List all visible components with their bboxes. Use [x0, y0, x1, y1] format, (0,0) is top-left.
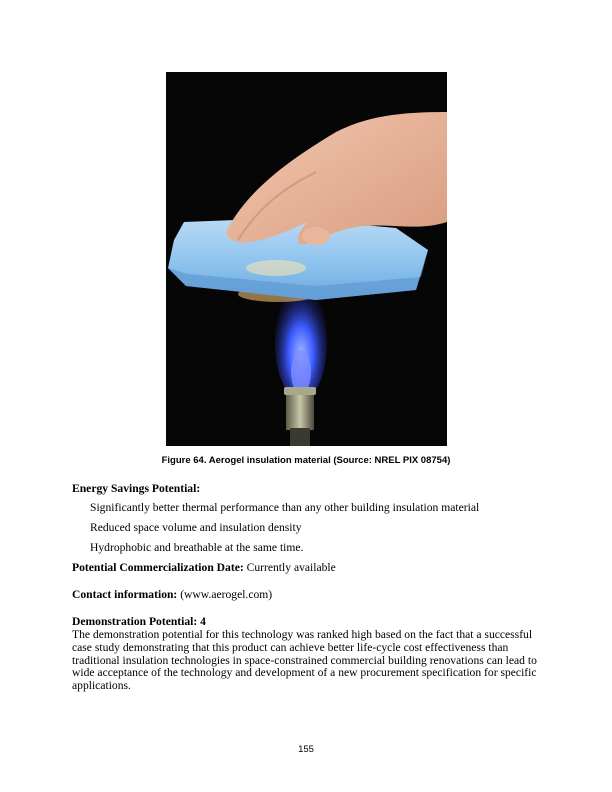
burner — [286, 390, 314, 430]
commercialization-line — [72, 561, 336, 574]
energy-savings-item: Hydrophobic and breathable at the same time. — [90, 541, 304, 554]
contact-line — [72, 588, 272, 601]
commercialization-value: Currently available — [243, 561, 336, 574]
commercialization-label: Potential Commercialization Date: — [72, 561, 244, 574]
aerogel-photo — [166, 72, 447, 446]
energy-savings-item: Significantly better thermal performance than any other building insulation material — [90, 501, 480, 514]
figure-caption: Figure 64. Aerogel insulation material (Source: NREL PIX 08754) — [161, 455, 451, 466]
energy-savings-item: Reduced space volume and insulation density — [90, 521, 302, 534]
demonstration-heading: Demonstration Potential: 4 — [72, 615, 206, 628]
demonstration-paragraph: The demonstration potential for this technology was ranked high based on the fact that a successful case study demonstrating that this product can achieve better life-cycle cost effectiveness than traditional insulation technologies in space-constrained commercial building renovations can lead to wide acceptance of the technology and development of a new procurement specification for specific applications. — [72, 628, 537, 693]
contact-label: Contact information: — [72, 588, 178, 601]
energy-savings-heading: Energy Savings Potential: — [72, 482, 201, 495]
page-number: 155 — [298, 744, 314, 755]
contact-value: (www.aerogel.com) — [177, 588, 273, 601]
